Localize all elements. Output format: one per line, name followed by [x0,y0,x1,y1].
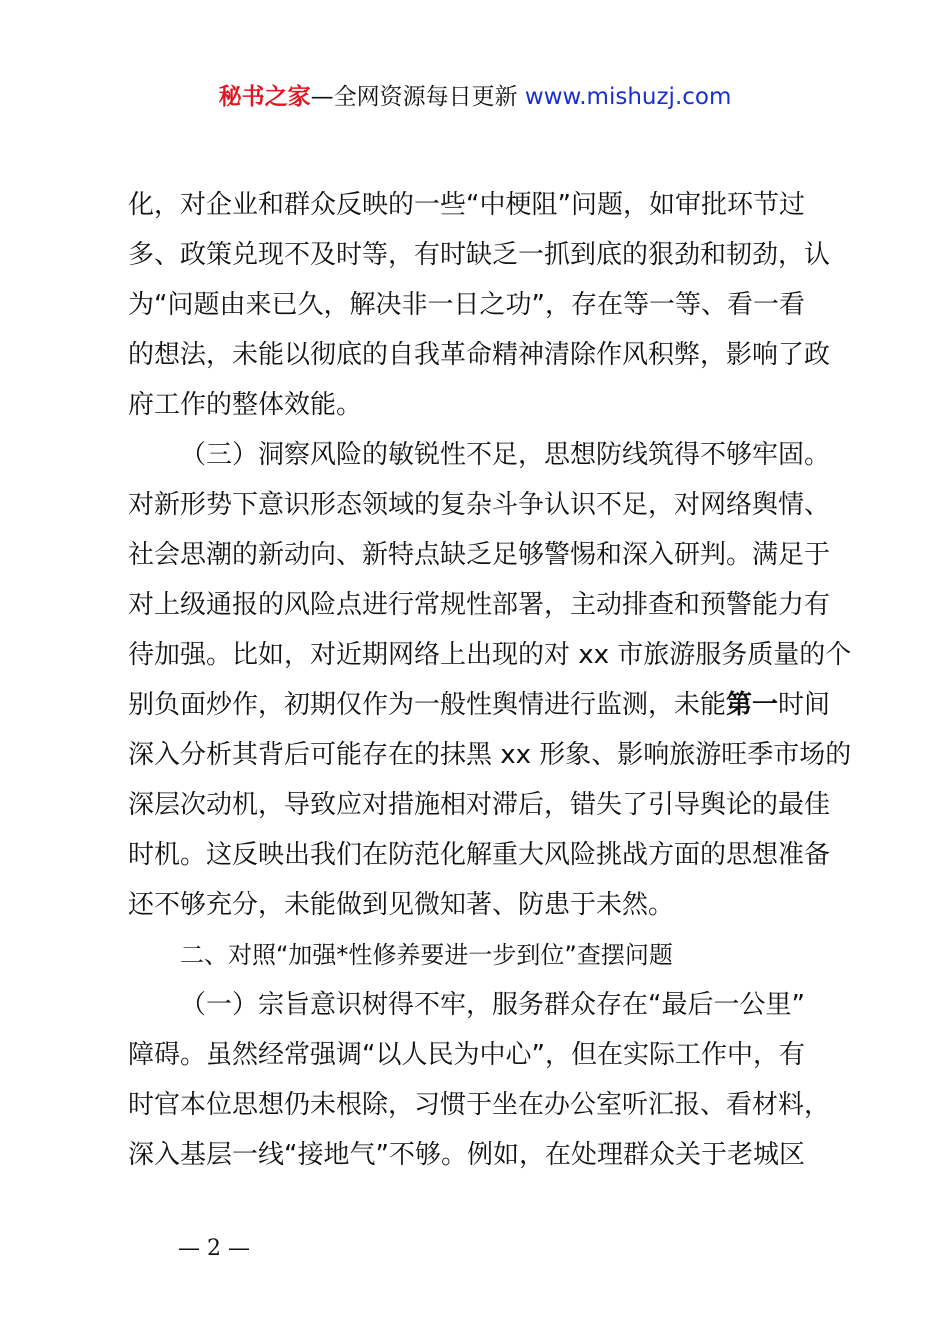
site-url-link[interactable]: www.mishuzj.com [524,84,732,110]
text-line: 深层次动机，导致应对措施相对滞后，错失了引导舆论的最佳 [128,790,831,820]
section-heading-risk: （三）洞察风险的敏锐性不足，思想防线筑得不够牢固。 [180,440,831,470]
text-line: 府工作的整体效能。 [128,390,363,420]
page-number: — 2 — [178,1236,250,1261]
text-line: 时机。这反映出我们在防范化解重大风险挑战方面的思想准备 [128,840,831,870]
text-line: 对新形势下意识形态领域的复杂斗争认识不足，对网络舆情、 [128,490,831,520]
text-line: 深入分析其背后可能存在的抹黑 xx 形象、影响旅游旺季市场的 [128,740,852,770]
text-line: 时官本位思想仍未根除，习惯于坐在办公室听汇报、看材料， [128,1090,831,1120]
text-line: 为“问题由来已久，解决非一日之功”，存在等一等、看一看 [128,290,805,320]
text-line: 障碍。虽然经常强调“以人民为中心”，但在实际工作中，有 [128,1040,805,1070]
section-heading-purpose: （一）宗旨意识树得不牢，服务群众存在“最后一公里” [180,990,805,1020]
text-segment: 别负面炒作，初期仅作为一般性舆情进行监测，未能 [128,690,727,720]
site-header [0,80,950,114]
text-line: 深入基层一线“接地气”不够。例如，在处理群众关于老城区 [128,1140,805,1170]
section-heading-two: 二、对照“加强*性修养要进一步到位”查摆问题 [180,941,673,969]
text-line-with-bold [128,680,848,730]
text-segment: 时间 [778,690,831,720]
text-line: 多、政策兑现不及时等，有时缺乏一抓到底的狠劲和韧劲，认 [128,240,831,270]
site-tagline: —全网资源每日更新 [310,84,525,110]
document-body [128,180,852,1180]
site-brand: 秘书之家 [218,84,311,110]
text-line: 的想法，未能以彻底的自我革命精神清除作风积弊，影响了政 [128,340,831,370]
text-line: 社会思潮的新动向、新特点缺乏足够警惕和深入研判。满足于 [128,540,831,570]
text-line: 化，对企业和群众反映的一些“中梗阻”问题，如审批环节过 [128,190,805,220]
text-line: 还不够充分，未能做到见微知著、防患于未然。 [128,890,675,920]
text-line: 待加强。比如，对近期网络上出现的对 xx 市旅游服务质量的个 [128,640,852,670]
text-line: 对上级通报的风险点进行常规性部署，主动排查和预警能力有 [128,590,831,620]
bold-text-segment: 第一 [726,690,779,720]
